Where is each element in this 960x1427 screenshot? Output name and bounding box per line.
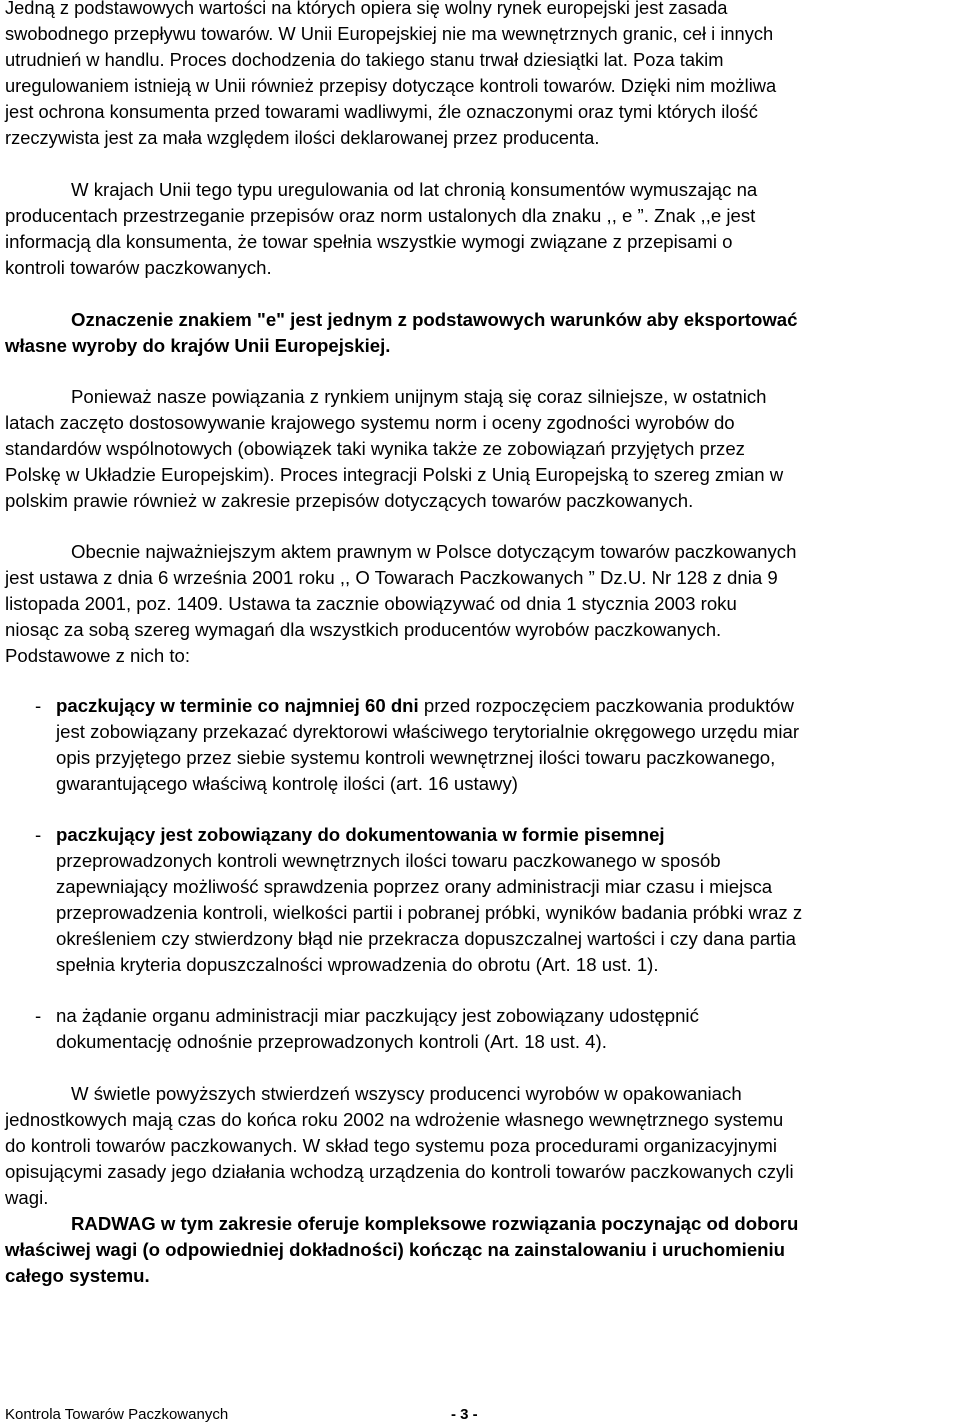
text-line: wagi. [5,1187,49,1208]
paragraph-eu-regulation [5,177,757,281]
text-line: niosąc za sobą szereg wymagań dla wszystkich producentów wyrobów paczkowanych. [5,619,722,640]
text-line: gwarantującego właściwą kontrolę ilości (art. 16 ustawy) [56,773,518,794]
list-dash: - [35,824,42,845]
text-line: zapewniający możliwość sprawdzenia poprzez orany administracji miar czasu i miejsca [56,876,773,897]
text-line: jest ochrona konsumenta przed towarami wadliwymi, źle oznaczonymi oraz tymi których ilość [5,101,758,122]
text-line: do kontroli towarów paczkowanych. W skład tego systemu poza procedurami organizacyjnymi [5,1135,777,1156]
text-line: właściwej wagi (o odpowiedniej dokładności) kończąc na zainstalowaniu i uruchomieniu [5,1239,786,1260]
text-line: spełnia kryteria dopuszczalności wprowadzenia do obrotu (Art. 18 ust. 1). [56,954,659,975]
text-line: listopada 2001, poz. 1409. Ustawa ta zacznie obowiązywać od dnia 1 stycznia 2003 roku [5,593,737,614]
paragraph-radwag-offer [5,1211,798,1289]
text-line: na żądanie organu administracji miar paczkujący jest zobowiązany udostępnić [56,1005,699,1026]
paragraph-integration [5,384,783,514]
text-line: jest zobowiązany przekazać dyrektorowi właściwego terytorialnie okręgowego urzędu miar [56,721,800,742]
text-line: W krajach Unii tego typu uregulowania od lat chronią konsumentów wymuszając na [71,179,758,200]
text-line: standardów wspólnotowych (obowiązek taki wynika także ze zobowiązań przyjętych przez [5,438,745,459]
page-number: - 3 - [451,1406,478,1423]
text-line: polskim prawie również w zakresie przepisów dotyczących towarów paczkowanych. [5,490,694,511]
list-item [5,1003,960,1055]
text-line: Podstawowe z nich to: [5,645,191,666]
text-line: W świetle powyższych stwierdzeń wszyscy producenci wyrobów w opakowaniach [71,1083,742,1104]
paragraph-e-mark-emphasis [5,307,797,359]
text-line: Obecnie najważniejszym aktem prawnym w Polsce dotyczącym towarów paczkowanych [71,541,797,562]
footer-title: Kontrola Towarów Paczkowanych [5,1406,229,1423]
text-line: uregulowaniem istnieją w Unii również przepisy dotyczące kontroli towarów. Dzięki nim możliwa [5,75,777,96]
list-item-text: przed rozpoczęciem paczkowania produktów [418,695,794,716]
list-item-bold-lead: paczkujący jest zobowiązany do dokumentowania w formie pisemnej [56,824,665,845]
text-line [56,693,960,719]
text-line: Oznaczenie znakiem "e" jest jednym z podstawowych warunków aby eksportować [71,309,798,330]
paragraph-deadline [5,1081,794,1211]
text-line: rzeczywista jest za mała względem ilości deklarowanej przez producenta. [5,127,600,148]
text-line: producentach przestrzeganie przepisów oraz norm ustalonych dla znaku ,, e ”. Znak ,,e jest [5,205,756,226]
list-item [5,822,960,978]
paragraph-intro [5,0,776,151]
list-dash: - [35,1005,42,1026]
text-line: opisującymi zasady jego działania wchodzą urządzenia do kontroli towarów paczkowanych czyli [5,1161,794,1182]
text-line: kontroli towarów paczkowanych. [5,257,272,278]
text-line: swobodnego przepływu towarów. W Unii Europejskiej nie ma wewnętrznych granic, ceł i innych [5,23,774,44]
text-line: całego systemu. [5,1265,150,1286]
text-line: Polskę w Układzie Europejskim). Proces integracji Polski z Unią Europejską to szereg zmian w [5,464,784,485]
text-line: opis przyjętego przez siebie systemu kontroli wewnętrznej ilości towaru paczkowanego, [56,747,776,768]
list-item-bold-lead: paczkujący w terminie co najmniej 60 dni [56,695,419,716]
text-line: jednostkowych mają czas do końca roku 2002 na wdrożenie własnego wewnętrznego systemu [5,1109,784,1130]
text-line: Jedną z podstawowych wartości na których opiera się wolny rynek europejski jest zasada [5,0,728,18]
text-line: informacją dla konsumenta, że towar spełnia wszystkie wymogi związane z przepisami o [5,231,733,252]
list-dash: - [35,695,42,716]
text-line: przeprowadzonych kontroli wewnętrznych ilości towaru paczkowanego w sposób [56,850,721,871]
text-line: Ponieważ nasze powiązania z rynkiem unijnym stają się coraz silniejsze, w ostatnich [71,386,767,407]
text-line: przeprowadzenia kontroli, wielkości partii i pobranej próbki, wyników badania próbki wraz z [56,902,803,923]
text-line: RADWAG w tym zakresie oferuje kompleksowe rozwiązania poczynając od doboru [71,1213,799,1234]
text-line: dokumentację odnośnie przeprowadzonych kontroli (Art. 18 ust. 4). [56,1031,607,1052]
paragraph-legal-act [5,539,796,669]
text-line: własne wyroby do krajów Unii Europejskiej. [5,335,391,356]
text-line: latach zaczęto dostosowywanie krajowego systemu norm i oceny zgodności wyrobów do [5,412,735,433]
text-line: utrudnień w handlu. Proces dochodzenia do takiego stanu trwał dziesiątki lat. Poza takim [5,49,724,70]
list-item [5,693,960,797]
text-line: jest ustawa z dnia 6 września 2001 roku ,, O Towarach Paczkowanych ” Dz.U. Nr 128 z dnia 9 [5,567,778,588]
text-line: określeniem czy stwierdzony błąd nie przekracza dopuszczalnej wartości i czy dana partia [56,928,796,949]
